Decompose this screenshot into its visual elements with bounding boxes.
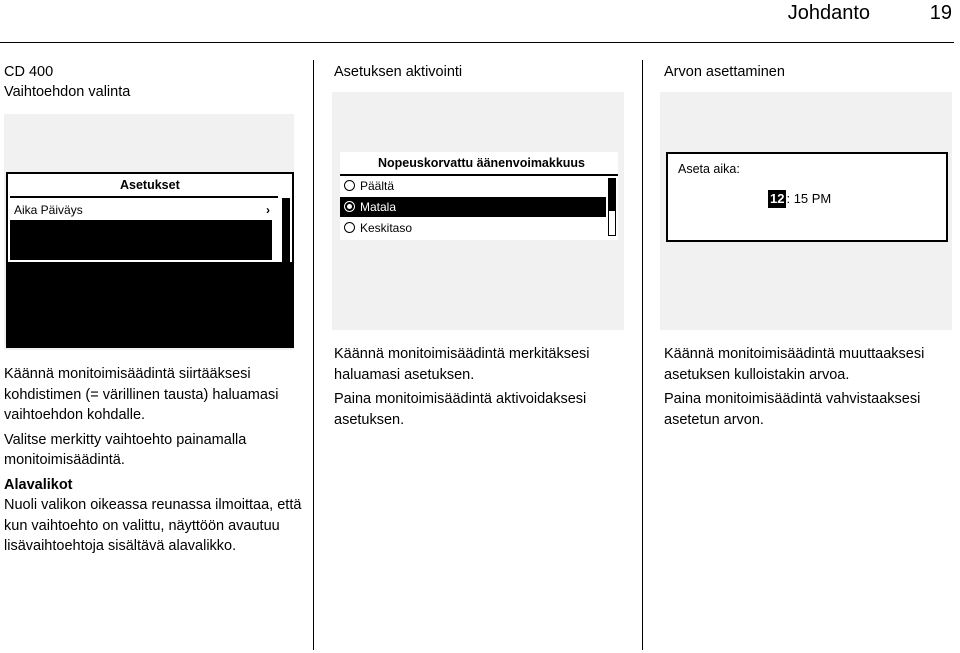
page-number: 19 (929, 2, 952, 24)
scrollbar-thumb[interactable] (609, 179, 615, 211)
menu-separator (10, 196, 278, 198)
menu-item-highlighted[interactable] (10, 240, 272, 260)
menu-title: Asetukset (120, 178, 180, 192)
column-3-body (664, 344, 956, 434)
option-medium[interactable] (340, 218, 606, 238)
option-scrollbar[interactable] (608, 178, 616, 236)
paragraph: Käännä monitoimisäädintä merkitäksesi haluamasi asetuksen. (334, 346, 590, 383)
column-3-title: Arvon asettaminen (664, 64, 785, 80)
volume-setting-screen (340, 152, 618, 240)
menu-item-time-date[interactable] (10, 200, 272, 220)
paragraph: Käännä monitoimisäädintä muuttaaksesi asetuksen kulloistakin arvoa. (664, 346, 925, 383)
column-divider (313, 60, 314, 650)
radio-selected-icon (344, 201, 355, 212)
screen-dark-area (6, 262, 294, 348)
time-value (768, 190, 831, 208)
paragraph: Paina monitoimisäädintä aktivoidaksesi asetuksen. (334, 391, 587, 428)
page-header (0, 0, 960, 44)
time-setting-screen (666, 152, 948, 242)
chapter-title: Johdanto (787, 2, 870, 24)
paragraph: Valitse merkitty vaihtoehto painamalla monitoimisäädintä. (4, 431, 247, 468)
column-2-title: Asetuksen aktivointi (334, 64, 463, 80)
screen-title: Nopeuskorvattu äänenvoimakkuus (378, 156, 586, 170)
option-label: Keskitaso (360, 221, 413, 235)
option-off[interactable] (340, 176, 606, 196)
column-1-body (4, 364, 304, 561)
header-rule (0, 42, 954, 43)
column-divider (642, 60, 643, 650)
option-low[interactable] (340, 197, 606, 217)
column-1-title (4, 62, 130, 102)
paragraph: Nuoli valikon oikeassa reunassa ilmoittaa, että kun vaihtoehto on valittu, näyttöön avautuu lisävaihtoehtoja sisältävä alavalikko. (4, 497, 302, 554)
subheading: Alavalikot (4, 476, 73, 493)
option-label: Päältä (360, 179, 395, 193)
menu-item-label: Aika Päiväys (14, 203, 83, 217)
screen-label: Aseta aika: (678, 162, 740, 176)
radio-icon (344, 222, 355, 233)
hour-field[interactable]: 12 (770, 191, 785, 206)
column-2-body (334, 344, 634, 434)
paragraph: Paina monitoimisäädintä vahvistaaksesi asetetun arvon. (664, 391, 921, 428)
menu-scrollbar[interactable] (282, 198, 290, 262)
option-label: Matala (360, 200, 397, 214)
column-1-title-line2: Vaihtoehdon valinta (4, 84, 131, 100)
submenu-arrow-icon: › (266, 203, 270, 217)
paragraph: Käännä monitoimisäädintä siirtääksesi kohdistimen (= värillinen tausta) haluamasi vaihtoehdon kohdalle. (4, 366, 279, 423)
settings-menu-screen (6, 172, 294, 266)
radio-icon (344, 180, 355, 191)
time-remainder: : 15 PM (786, 191, 832, 206)
column-1-title-line1: CD 400 (4, 64, 54, 80)
menu-item-highlighted[interactable] (10, 220, 272, 240)
